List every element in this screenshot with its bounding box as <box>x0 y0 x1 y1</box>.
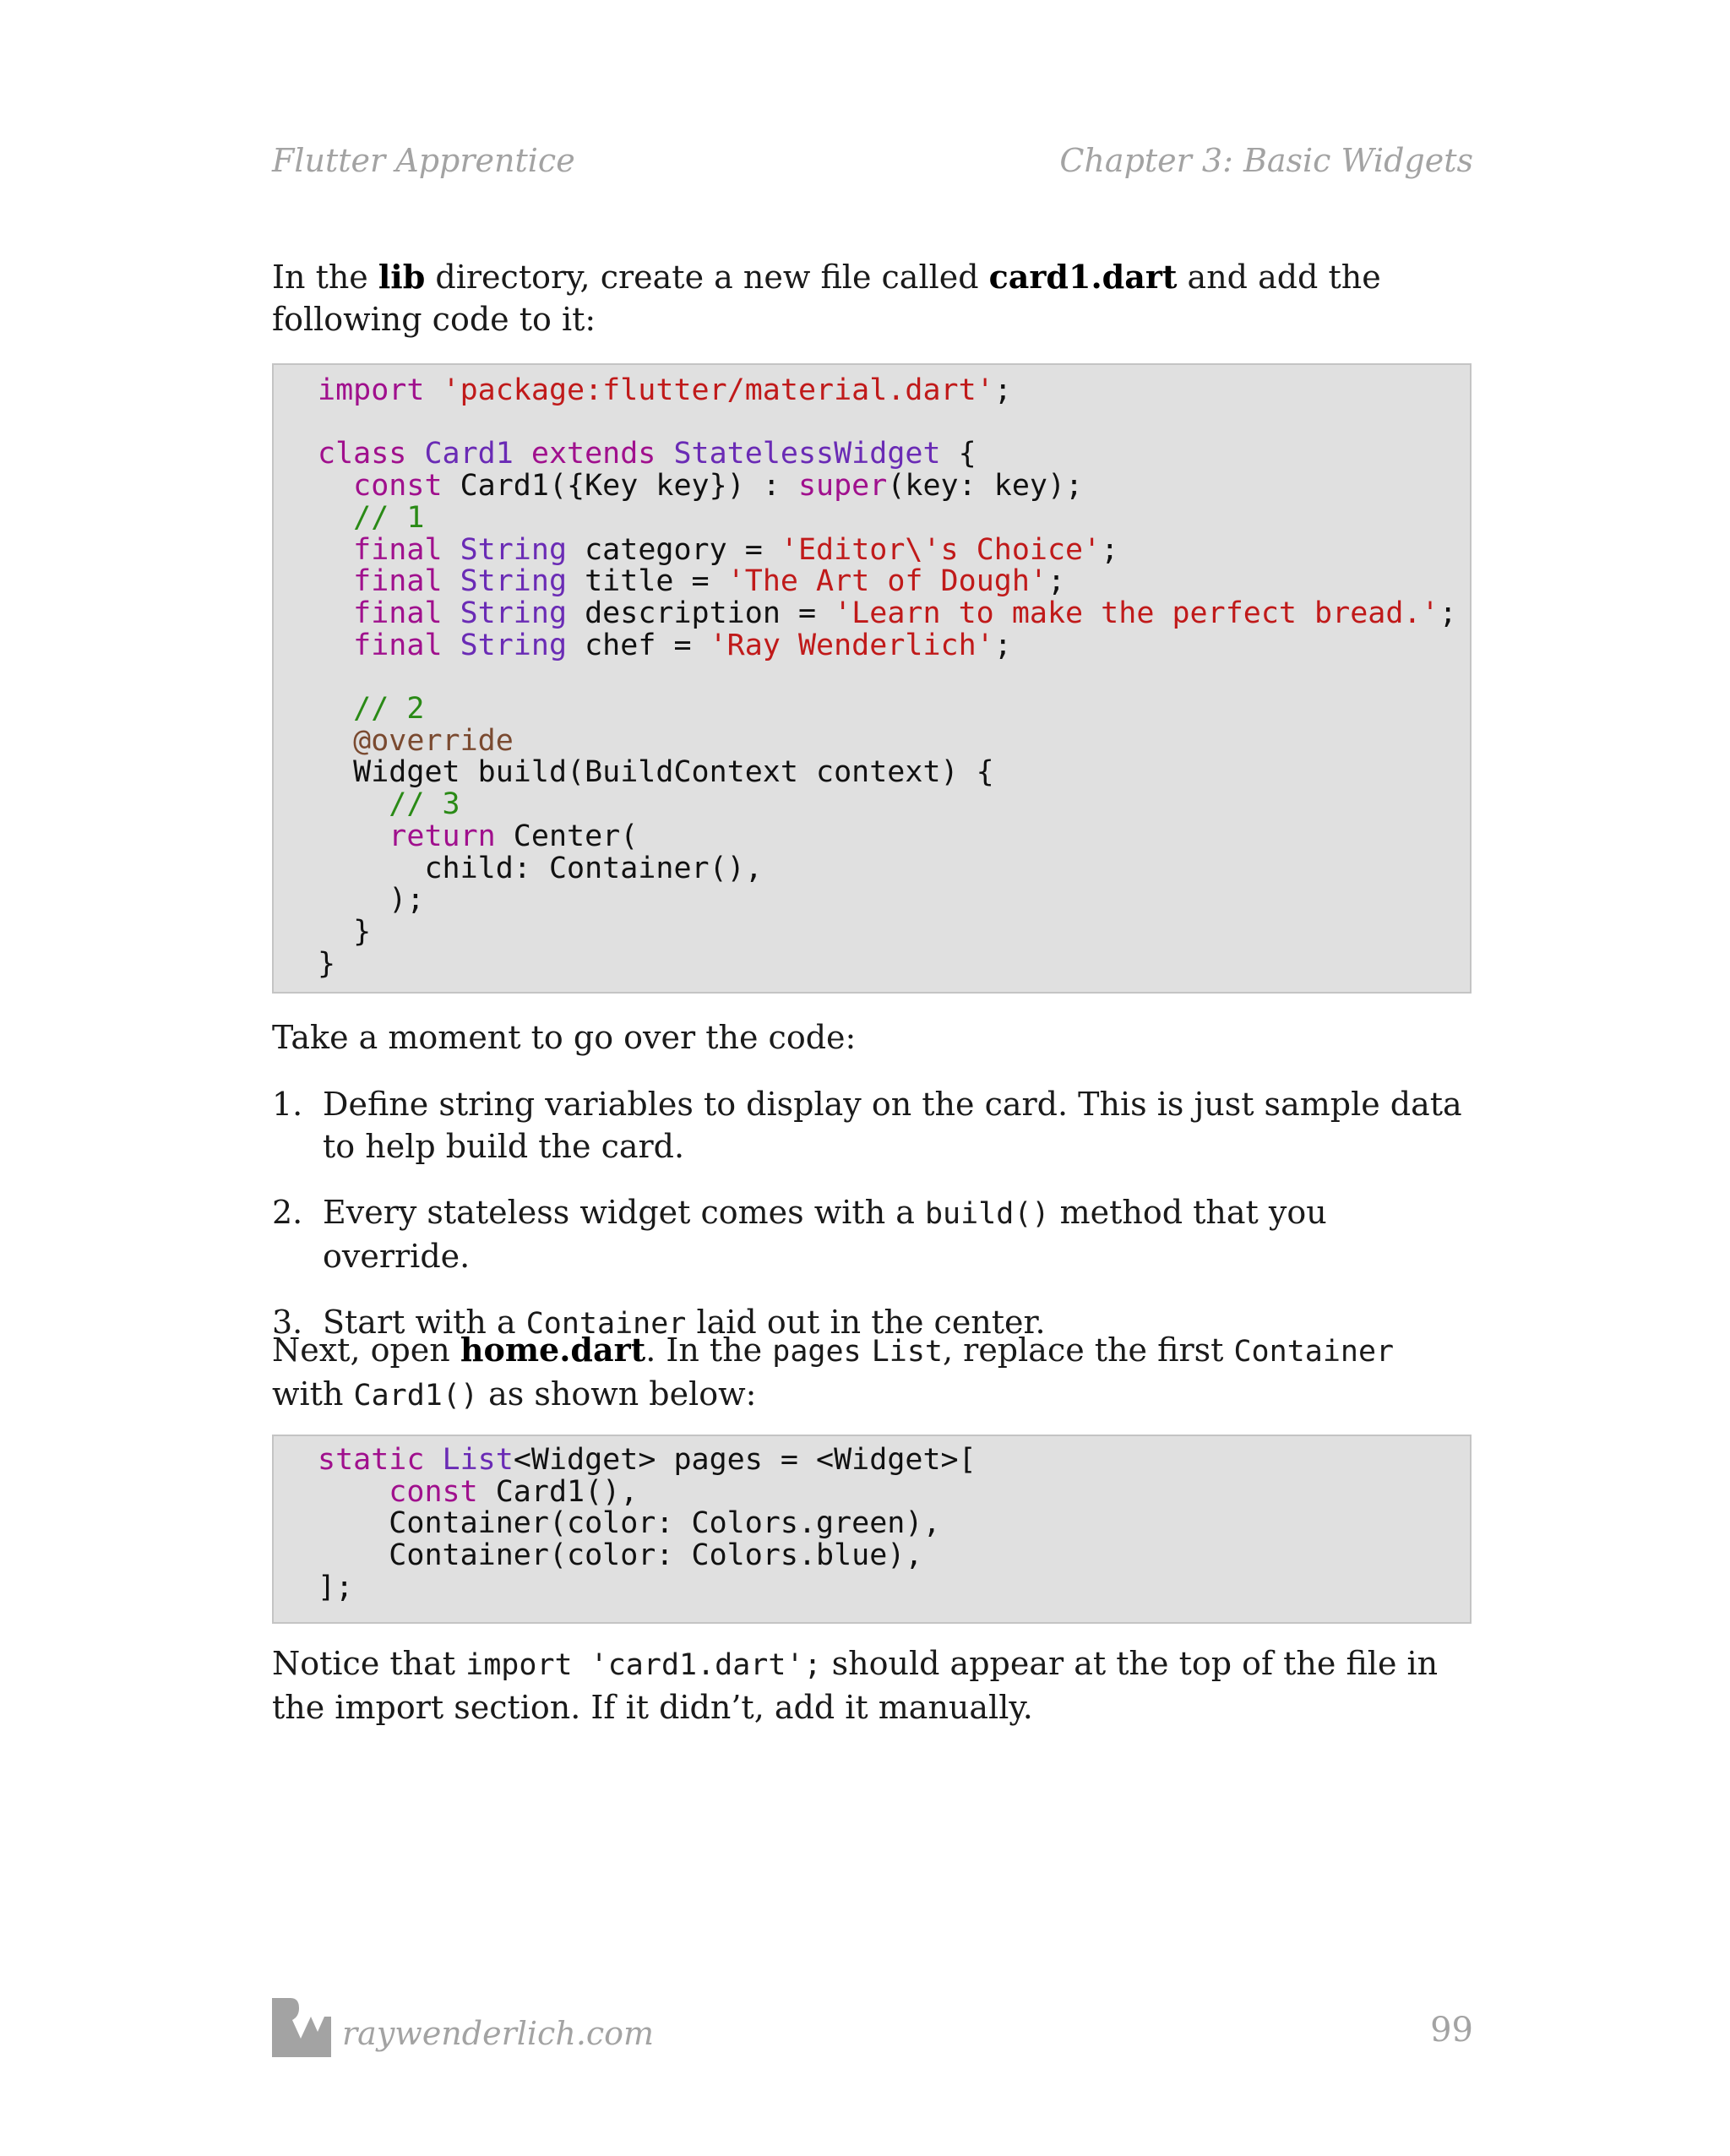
explanation-list <box>272 1083 1473 1345</box>
page-number: 99 <box>1430 2011 1473 2050</box>
next-paragraph: Next, open home.dart. In the pages List, replace the first Container with Card1() as shown below: <box>272 1331 1395 1413</box>
list-item: 1. Define string variables to display on the card. This is just sample data to help build the card. <box>272 1086 1462 1165</box>
footer-site: raywenderlich.com <box>342 2015 655 2052</box>
lib-directory: lib <box>378 258 426 296</box>
list-item: 2. Every stateless widget comes with a build() method that you override. <box>272 1194 1327 1275</box>
card1-filename: card1.dart <box>988 258 1178 296</box>
code-block-card1 <box>272 363 1472 994</box>
intro-paragraph: In the lib directory, create a new file called card1.dart and add the following code to it: <box>272 258 1381 338</box>
list-item: 3. Start with a Container laid out in the center. <box>272 1304 1046 1341</box>
header-chapter-title: Chapter 3: Basic Widgets <box>1059 142 1473 179</box>
code-pages: static List<Widget> pages = <Widget>[ const Card1(), Container(color: Colors.green), Container(color: Colors.blue), ]; <box>318 1443 977 1604</box>
rw-logo-icon <box>272 1998 331 2057</box>
code-block-pages <box>272 1435 1472 1624</box>
header-book-title: Flutter Apprentice <box>272 142 575 179</box>
take-moment-paragraph: Take a moment to go over the code: <box>272 1019 857 1056</box>
notice-paragraph: Notice that import 'card1.dart'; should appear at the top of the file in the import section. If it didn’t, add it manually. <box>272 1645 1439 1726</box>
code-card1: import 'package:flutter/material.dart'; class Card1 extends StatelessWidget { const Card1({Key key}) : super(key: key); // 1 final String category = 'Editor\'s Choice'; final String title = 'The Art of Dough'; final String description = 'Learn to make the perfect bread.'; final String chef = 'Ray Wenderlich'; // 2 @override Widget build(BuildContext context) { // 3 return Center( child: Container(), ); } } <box>318 373 1457 981</box>
